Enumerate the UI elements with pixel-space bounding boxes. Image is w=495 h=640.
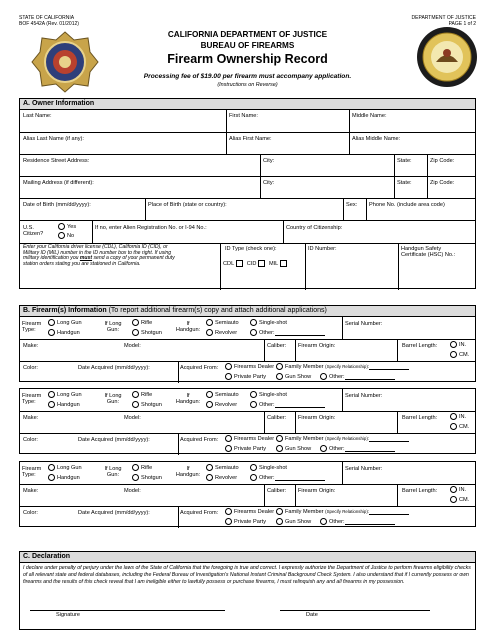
phone-field[interactable]: Phone No. (include area code) [369,202,445,208]
mailing-zip-field[interactable]: Zip Code: [430,180,455,186]
model-field[interactable]: Model: [124,415,141,421]
radio-icon[interactable] [58,232,65,239]
family-member-option[interactable]: Family Member (Specify Relationship): [276,508,409,515]
radio-icon[interactable] [450,413,457,420]
shotgun-option[interactable]: Shotgun [132,401,162,408]
date-acquired-field[interactable]: Date Acquired (mm/dd/yyyy): [78,510,150,516]
cid-label: CID [246,260,257,267]
radio-icon[interactable] [276,363,283,370]
other-source-option[interactable]: Other: [320,518,395,525]
radio-icon[interactable] [276,508,283,515]
department-label: DEPARTMENT OF JUSTICE [411,15,476,21]
mil-checkbox[interactable] [280,260,287,267]
residence-city-field[interactable]: City: [263,158,275,164]
dealer-option[interactable]: Firearms Dealer [225,435,274,442]
cid-checkbox[interactable] [258,260,265,267]
alien-registration-field[interactable]: If no, enter Alien Registration No. or I-94 No.: [95,225,207,231]
serial-number-field[interactable]: Serial Number: [345,466,383,472]
form-title: Firearm Ownership Record [167,52,328,66]
cdl-checkbox[interactable] [236,260,243,267]
radio-icon[interactable] [450,496,457,503]
signature-label: Signature [56,612,80,618]
radio-icon[interactable] [206,319,213,326]
id-type-options[interactable] [223,260,289,267]
radio-icon[interactable] [250,319,257,326]
firearm-block-2 [19,388,476,454]
gun-show-option[interactable]: Gun Show [276,518,311,525]
radio-icon[interactable] [225,445,232,452]
radio-icon[interactable] [250,464,257,471]
barrel-cm-option[interactable]: CM. [450,351,469,358]
revolver-option[interactable]: Revolver [206,401,237,408]
semiauto-option[interactable]: Semiauto [206,319,239,326]
firearm-origin-field[interactable]: Firearm Origin: [298,488,336,494]
private-party-option[interactable]: Private Party [225,445,266,452]
barrel-in-option[interactable]: IN. [450,413,466,420]
single-shot-option[interactable]: Single-shot [250,464,287,471]
dealer-option[interactable]: Firearms Dealer [225,508,274,515]
cdl-label: CDL [223,260,235,267]
semiauto-option[interactable]: Semiauto [206,391,239,398]
radio-icon[interactable] [225,435,232,442]
us-citizen-label: U.S. Citizen? [23,225,44,238]
shotgun-option[interactable]: Shotgun [132,329,162,336]
firearm-block-3 [19,461,476,527]
radio-icon[interactable] [276,435,283,442]
sex-field[interactable]: Sex: [346,202,358,208]
if-handgun-label: If Handgun: [175,393,201,406]
radio-icon[interactable] [250,401,257,408]
residence-zip-field[interactable]: Zip Code: [430,158,455,164]
handgun-option[interactable]: Handgun [48,401,80,408]
family-member-option[interactable]: Family Member (Specify Relationship): [276,435,409,442]
radio-icon[interactable] [450,486,457,493]
barrel-length-field[interactable]: Barrel Length: [402,343,438,349]
acquired-from-label: Acquired From: [180,365,219,371]
mailing-address-field[interactable]: Mailing Address (if different): [23,180,94,186]
hsc-number-field[interactable]: Handgun Safety Certificate (HSC) No.: [401,246,456,259]
make-field[interactable]: Make: [23,488,39,494]
single-shot-option[interactable]: Single-shot [250,391,287,398]
radio-icon[interactable] [276,518,283,525]
alias-last-name-field[interactable]: Alias Last Name (if any): [23,136,84,142]
radio-icon[interactable] [320,373,327,380]
radio-icon[interactable] [320,445,327,452]
acquired-from-label: Acquired From: [180,510,219,516]
radio-icon[interactable] [132,391,139,398]
section-b-header: B. Firearm(s) Information (To report additional firearm(s) copy and attach additional applications) [19,305,476,317]
radio-icon[interactable] [206,474,213,481]
other-source-option[interactable]: Other: [320,445,395,452]
radio-icon[interactable] [206,391,213,398]
long-gun-option[interactable]: Long Gun [48,319,82,326]
color-field[interactable]: Color: [23,365,38,371]
id-number-field[interactable]: ID Number: [308,246,337,252]
revolver-option[interactable]: Revolver [206,329,237,336]
model-field[interactable]: Model: [124,343,141,349]
handgun-option[interactable]: Handgun [48,329,80,336]
last-name-field[interactable]: Last Name: [23,113,52,119]
radio-icon[interactable] [276,373,283,380]
date-acquired-field[interactable]: Date Acquired (mm/dd/yyyy): [78,437,150,443]
gun-show-option[interactable]: Gun Show [276,445,311,452]
mailing-state-field[interactable]: State: [397,180,412,186]
other-type-option[interactable]: Other: [250,329,325,336]
radio-icon[interactable] [58,223,65,230]
radio-icon[interactable] [132,474,139,481]
radio-icon[interactable] [225,373,232,380]
citizen-yes-option[interactable]: Yes [58,223,76,230]
form-number: BOF 4542A (Rev. 01/2012) [19,21,79,27]
owner-information-box [19,109,476,289]
citizen-no-option[interactable]: No [58,232,74,239]
barrel-cm-option[interactable]: CM. [450,423,469,430]
mil-label: MIL [268,260,279,267]
date-line[interactable] [280,610,430,611]
barrel-length-field[interactable]: Barrel Length: [402,488,438,494]
residence-address-field[interactable]: Residence Street Address: [23,158,90,164]
caliber-field[interactable]: Caliber: [267,488,287,494]
other-type-option[interactable]: Other: [250,401,325,408]
caliber-field[interactable]: Caliber: [267,415,287,421]
signature-line[interactable] [30,610,225,611]
rifle-option[interactable]: Rifle [132,319,152,326]
dealer-option[interactable]: Firearms Dealer [225,363,274,370]
rifle-option[interactable]: Rifle [132,391,152,398]
mailing-city-field[interactable]: City: [263,180,275,186]
rifle-option[interactable]: Rifle [132,464,152,471]
date-of-birth-field[interactable]: Date of Birth (mm/dd/yyyy): [23,202,91,208]
model-field[interactable]: Model: [124,488,141,494]
barrel-in-option[interactable]: IN. [450,341,466,348]
radio-icon[interactable] [132,319,139,326]
acquired-from-label: Acquired From: [180,437,219,443]
alias-first-name-field[interactable]: Alias First Name: [229,136,272,142]
radio-icon[interactable] [132,329,139,336]
private-party-option[interactable]: Private Party [225,373,266,380]
declaration-box [19,562,476,630]
section-a-header: A. Owner Information [19,98,476,110]
date-label: Date [306,612,318,618]
radio-icon[interactable] [250,474,257,481]
section-c-header: C. Declaration [19,551,476,563]
color-field[interactable]: Color: [23,510,38,516]
other-type-option[interactable]: Other: [250,474,325,481]
if-long-gun-label: If Long Gun: [104,393,122,406]
alias-middle-name-field[interactable]: Alias Middle Name: [352,136,401,142]
firearm-type-label: Firearm Type: [22,466,42,479]
color-field[interactable]: Color: [23,437,38,443]
gun-show-option[interactable]: Gun Show [276,373,311,380]
if-long-gun-label: If Long Gun: [104,466,122,479]
date-acquired-field[interactable]: Date Acquired (mm/dd/yyyy): [78,365,150,371]
firearm-origin-field[interactable]: Firearm Origin: [298,343,336,349]
radio-icon[interactable] [206,464,213,471]
other-source-option[interactable]: Other: [320,373,395,380]
radio-icon[interactable] [320,518,327,525]
serial-number-field[interactable]: Serial Number: [345,393,383,399]
radio-icon[interactable] [48,319,55,326]
radio-icon[interactable] [276,445,283,452]
radio-icon[interactable] [450,423,457,430]
family-member-option[interactable]: Family Member (Specify Relationship): [276,363,409,370]
page-number: PAGE 1 of 2 [448,21,476,27]
instructions-note: (Instructions on Reverse) [217,82,278,88]
radio-icon[interactable] [48,474,55,481]
middle-name-field[interactable]: Middle Name: [352,113,387,119]
make-field[interactable]: Make: [23,343,39,349]
barrel-in-option[interactable]: IN. [450,486,466,493]
radio-icon[interactable] [225,363,232,370]
radio-icon[interactable] [450,341,457,348]
radio-icon[interactable] [206,401,213,408]
radio-icon[interactable] [132,401,139,408]
semiauto-option[interactable]: Semiauto [206,464,239,471]
firearm-origin-field[interactable]: Firearm Origin: [298,415,336,421]
residence-state-field[interactable]: State: [397,158,412,164]
if-handgun-label: If Handgun: [175,321,201,334]
firearm-block-1 [19,316,476,382]
radio-icon[interactable] [48,329,55,336]
make-field[interactable]: Make: [23,415,39,421]
private-party-option[interactable]: Private Party [225,518,266,525]
barrel-length-field[interactable]: Barrel Length: [402,415,438,421]
country-citizenship-field[interactable]: Country of Citizenship: [286,225,343,231]
radio-icon[interactable] [225,508,232,515]
revolver-option[interactable]: Revolver [206,474,237,481]
declaration-text: I declare under penalty of perjury under the laws of the State of California that the foregoing is true and correct. I expressly authorize the Department of Justice to perform firearms eligibility checks of all relevant state and federal databases, including the Federal Bureau of Investigation's National Instant Criminal Background Check System. I also understand that if I currently possess or own firearms and the results of this check reveal that I am ineligible either to lawfully possess or purchase firearms, I must relinquish any and all firearms in my possession. [23,565,471,586]
handgun-option[interactable]: Handgun [48,474,80,481]
serial-number-field[interactable]: Serial Number: [345,321,383,327]
long-gun-option[interactable]: Long Gun [48,464,82,471]
if-long-gun-label: If Long Gun: [104,321,122,334]
fee-note: Processing fee of $19.00 per firearm must accompany application. [143,73,352,80]
radio-icon[interactable] [225,518,232,525]
firearm-type-label: Firearm Type: [22,393,42,406]
long-gun-option[interactable]: Long Gun [48,391,82,398]
form-state-label: STATE OF CALIFORNIA [19,15,75,21]
bureau-name: BUREAU OF FIREARMS [200,41,295,50]
radio-icon[interactable] [250,329,257,336]
caliber-field[interactable]: Caliber: [267,343,287,349]
barrel-cm-option[interactable]: CM. [450,496,469,503]
radio-icon[interactable] [206,329,213,336]
radio-icon[interactable] [48,464,55,471]
radio-icon[interactable] [132,464,139,471]
if-handgun-label: If Handgun: [175,466,201,479]
first-name-field[interactable]: First Name: [229,113,258,119]
radio-icon[interactable] [250,391,257,398]
single-shot-option[interactable]: Single-shot [250,319,287,326]
agency-name: CALIFORNIA DEPARTMENT OF JUSTICE [167,30,328,39]
id-type-label: ID Type (check one): [225,246,277,252]
shotgun-option[interactable]: Shotgun [132,474,162,481]
place-of-birth-field[interactable]: Place of Birth (state or country): [148,202,227,208]
radio-icon[interactable] [48,391,55,398]
id-instructions: Enter your California driver license (CDL), California ID (CID), or Military ID (MIL) number in the ID number box to the right. If using military identification you must send a copy of your permanent duty station orders stating you are stationed in California. [23,244,175,267]
radio-icon[interactable] [48,401,55,408]
radio-icon[interactable] [450,351,457,358]
firearm-type-label: Firearm Type: [22,321,42,334]
